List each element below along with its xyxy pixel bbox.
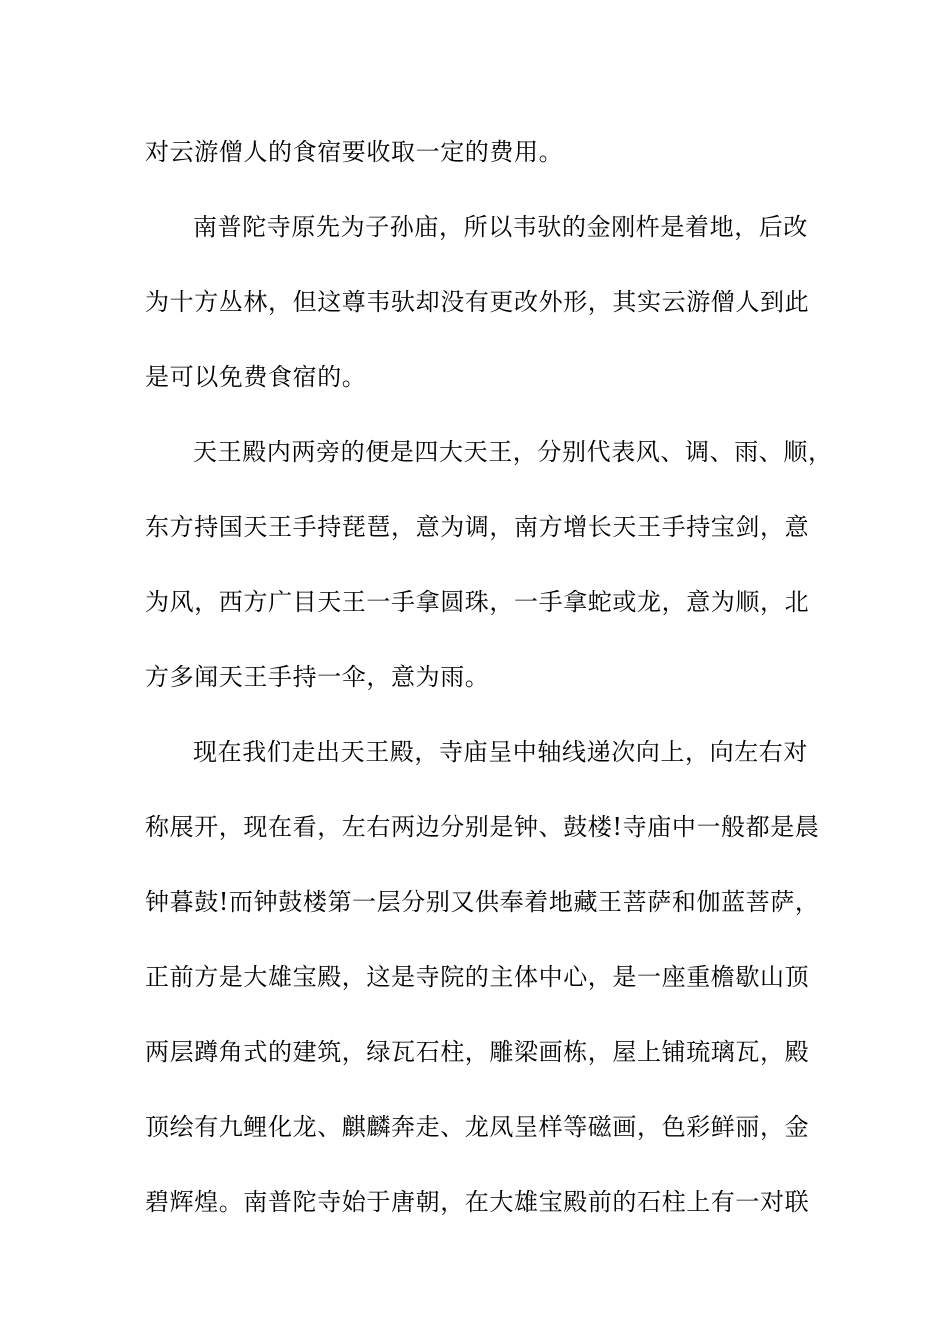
paragraph-3-line-1: 天王殿内两旁的便是四大天王，分别代表风、调、雨、顺， [193, 438, 833, 466]
paragraph-4-line-7: 碧辉煌。南普陀寺始于唐朝，在大雄宝殿前的石柱上有一对联 [145, 1188, 810, 1216]
paragraph-4-line-2: 称展开，现在看，左右两边分别是钟、鼓楼!寺庙中一般都是晨 [145, 813, 820, 841]
text-line-1: 对云游僧人的食宿要收取一定的费用。 [145, 138, 564, 166]
paragraph-3-line-3: 为风，西方广目天王一手拿圆珠，一手拿蛇或龙，意为顺，北 [145, 588, 810, 616]
paragraph-4-line-4: 正前方是大雄宝殿，这是寺院的主体中心，是一座重檐歇山顶 [145, 963, 810, 991]
paragraph-4-line-3: 钟暮鼓!而钟鼓楼第一层分别又供奉着地藏王菩萨和伽蓝菩萨， [145, 888, 820, 916]
paragraph-4-line-1: 现在我们走出天王殿，寺庙呈中轴线递次向上，向左右对 [193, 738, 808, 766]
paragraph-2-line-2: 为十方丛林，但这尊韦驮却没有更改外形，其实云游僧人到此 [145, 288, 810, 316]
paragraph-3-line-2: 东方持国天王手持琵琶，意为调，南方增长天王手持宝剑，意 [145, 513, 810, 541]
paragraph-2-line-1: 南普陀寺原先为子孙庙，所以韦驮的金刚杵是着地，后改 [193, 213, 808, 241]
paragraph-2-line-3: 是可以免费食宿的。 [145, 363, 367, 391]
paragraph-4-line-5: 两层蹲角式的建筑，绿瓦石柱，雕梁画栋，屋上铺琉璃瓦，殿 [145, 1038, 810, 1066]
paragraph-3-line-4: 方多闻天王手持一伞，意为雨。 [145, 663, 490, 691]
paragraph-4-line-6: 顶绘有九鲤化龙、麒麟奔走、龙凤呈样等磁画，色彩鲜丽，金 [145, 1113, 810, 1141]
